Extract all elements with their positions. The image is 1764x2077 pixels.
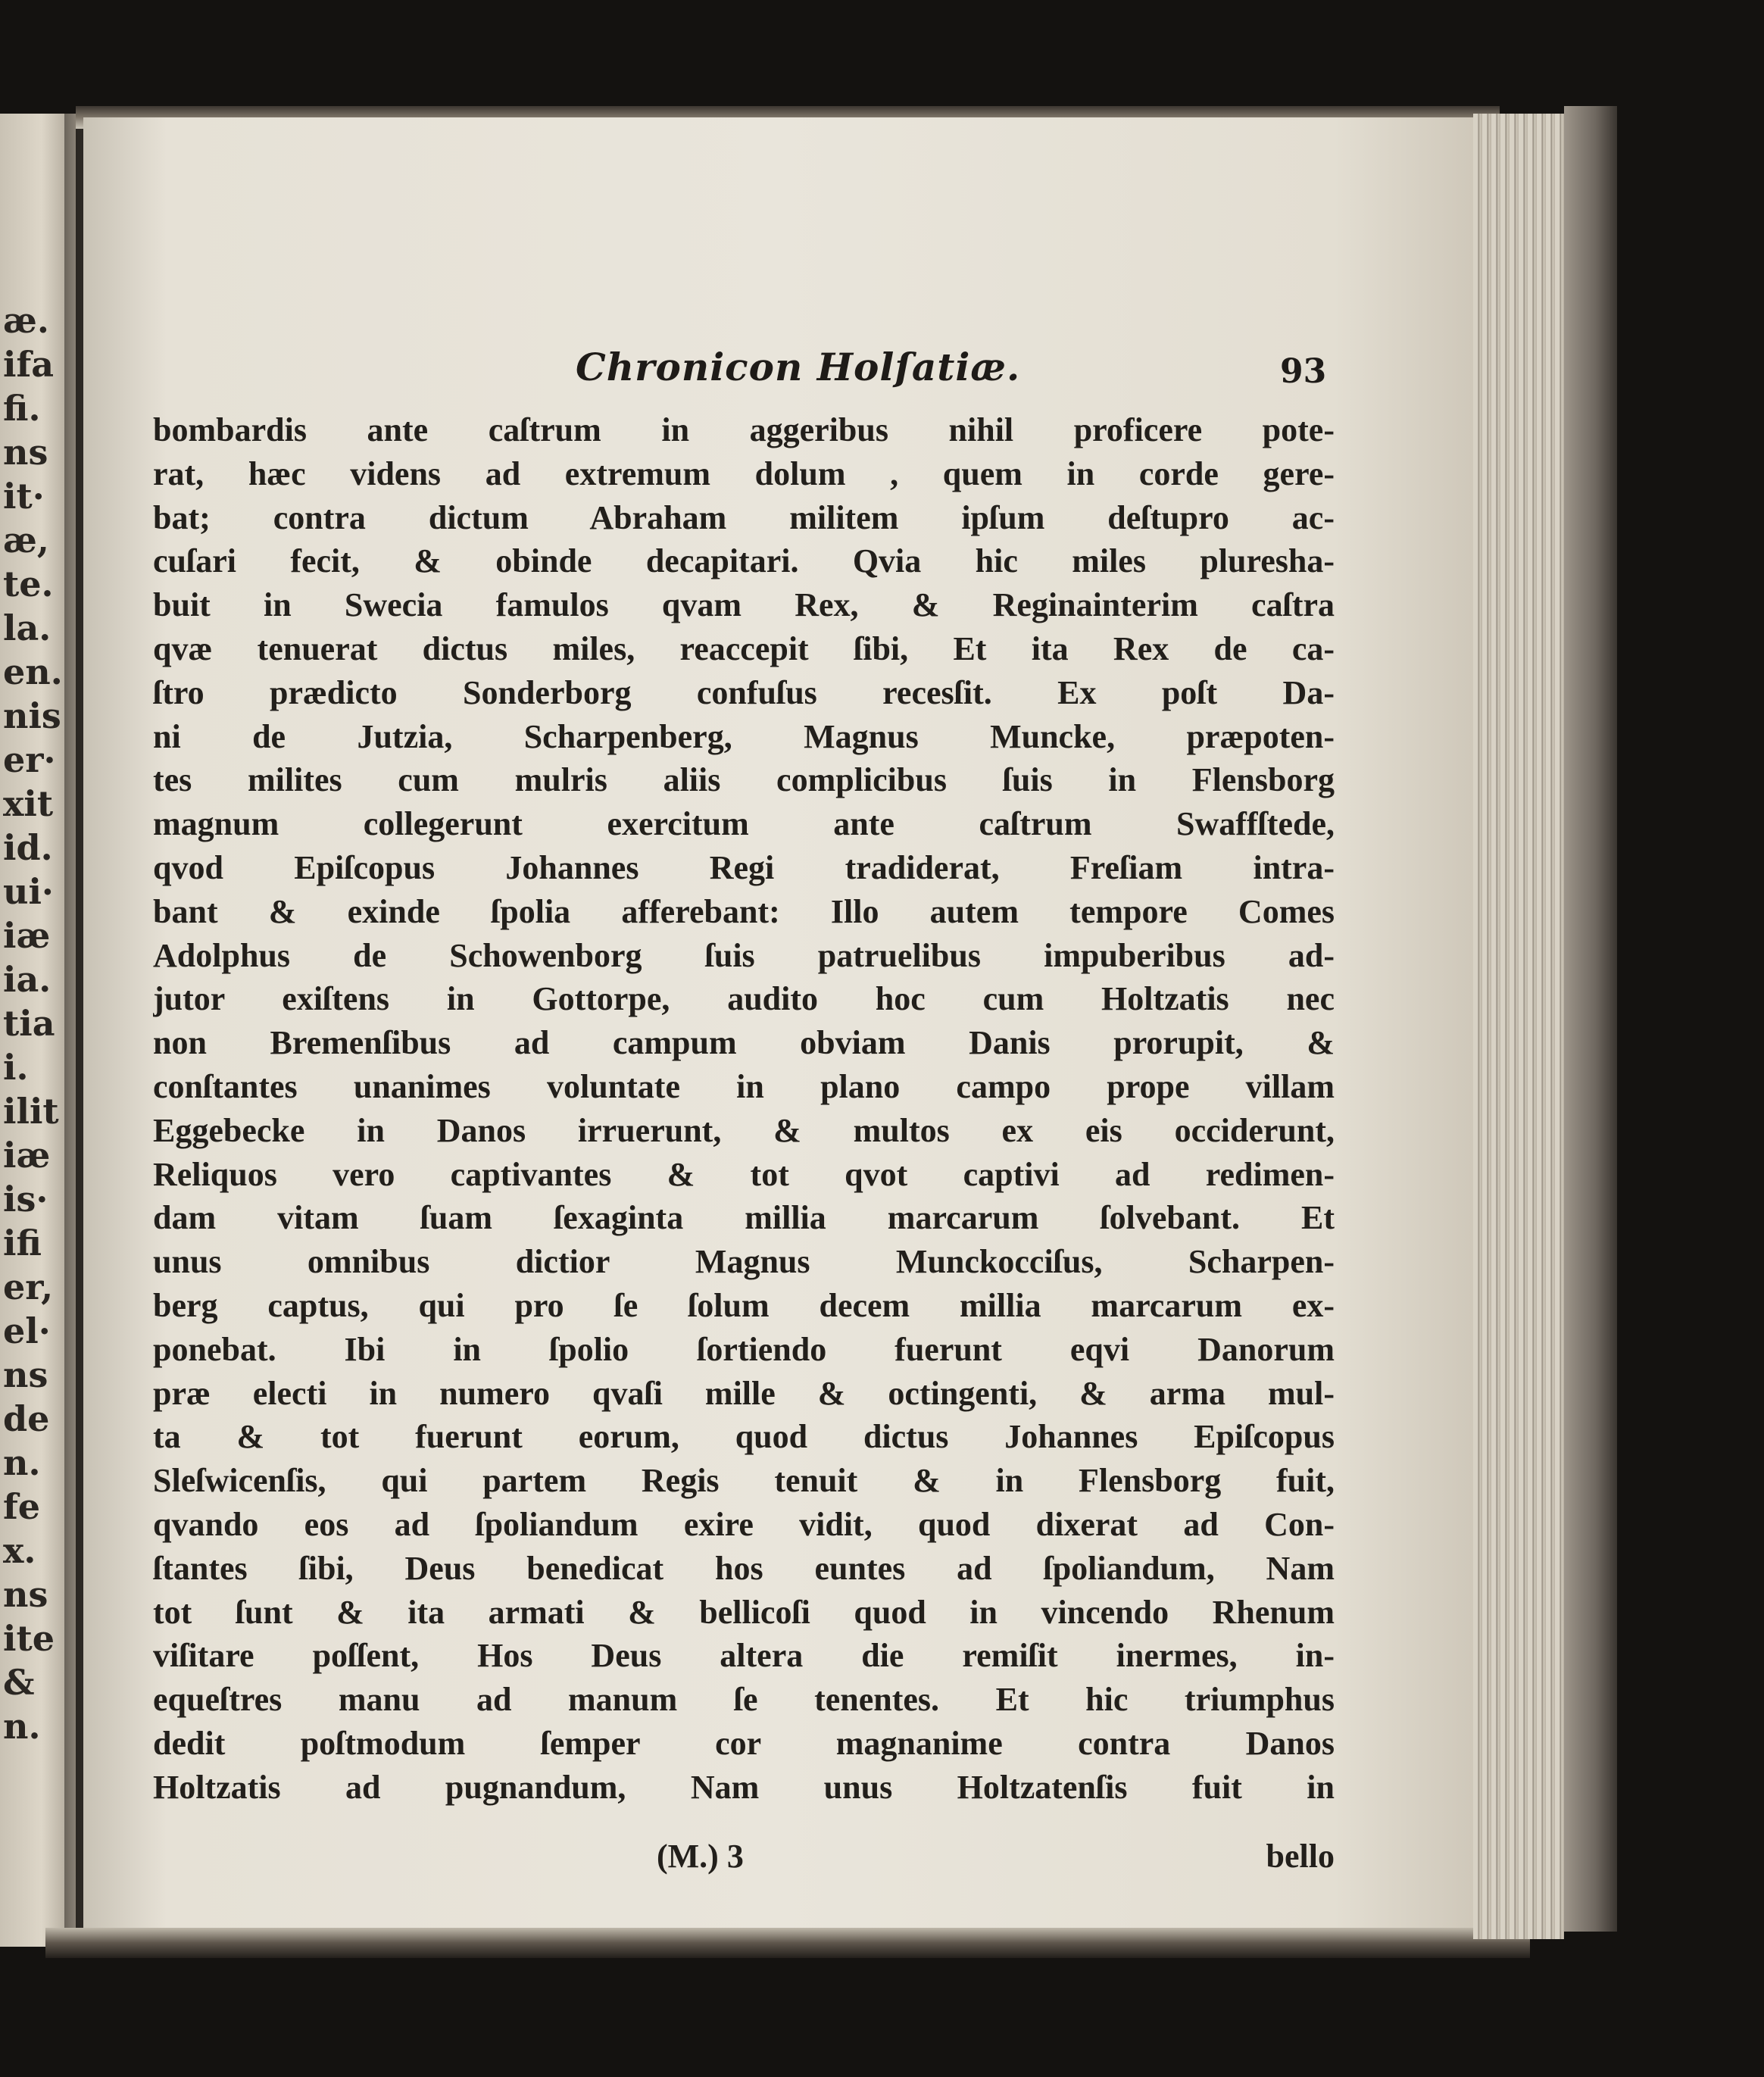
text-line: viſitare poſſent, Hos Deus altera die remiſit inermes, in- (153, 1637, 1335, 1675)
text-line: bombardis ante caſtrum in aggeribus nihil proficere pote- (153, 411, 1335, 448)
previous-page-fragment: x. (3, 1530, 36, 1571)
text-line: berg captus, qui pro ſe ſolum decem millia marcarum ex- (153, 1286, 1335, 1324)
previous-page-fragment: ui· (3, 871, 54, 912)
previous-page-fragment: tia (3, 1003, 55, 1044)
previous-page-fragment: n. (3, 1706, 41, 1747)
text-line: buit in Swecia famulos qvam Rex, & Reginainterim caſtra (153, 586, 1335, 624)
text-line: non Bremenſibus ad campum obviam Danis prorupit, & (153, 1024, 1335, 1062)
previous-page-fragment: ns (3, 1354, 48, 1395)
previous-page-fragment: id. (3, 827, 53, 868)
previous-page-fragment: en. (3, 651, 63, 692)
previous-page-fragment: iæ (3, 915, 51, 956)
body-text (153, 408, 1335, 1810)
page-bottom-edge (45, 1928, 1530, 1958)
text-line: unus omnibus dictior Magnus Munckocciſus, Scharpen- (153, 1243, 1335, 1281)
page-header (83, 345, 1473, 405)
text-line: tot ſunt & ita armati & bellicoſi quod in vincendo Rhenum (153, 1593, 1335, 1631)
previous-page-fragment: ilit (3, 1091, 59, 1132)
previous-page-fragment: æ. (3, 300, 49, 341)
text-line: qvod Epiſcopus Johannes Regi tradiderat, Freſiam intra- (153, 848, 1335, 886)
page-number: 93 (1280, 352, 1327, 391)
previous-page-fragment: is· (3, 1179, 48, 1220)
previous-page-fragment: fi. (3, 388, 41, 429)
text-line: magnum collegerunt exercitum ante caſtrum Swaffſtede, (153, 805, 1335, 843)
text-line: ta & tot fuerunt eorum, quod dictus Johannes Epiſcopus (153, 1418, 1335, 1456)
text-line: bat; contra dictum Abraham militem ipſum deſtupro ac- (153, 498, 1335, 536)
previous-page-fragment: ia. (3, 959, 52, 1000)
previous-page-fragment: de (3, 1398, 50, 1439)
previous-page-fragment: er, (3, 1267, 54, 1307)
previous-page-fragment: n. (3, 1442, 41, 1483)
text-line: ni de Jutzia, Scharpenberg, Magnus Muncke, præpoten- (153, 717, 1335, 755)
page-stack-edge (1473, 114, 1564, 1939)
previous-page-fragment: la. (3, 607, 52, 648)
text-line: cuſari fecit, & obinde decapitari. Qvia hic miles pluresha- (153, 542, 1335, 580)
previous-page-fragment: er· (3, 739, 56, 780)
previous-page-fragment: xit (3, 783, 54, 824)
text-line: jutor exiſtens in Gottorpe, audito hoc cum Holtzatis nec (153, 980, 1335, 1018)
text-line: ſtantes ſibi, Deus benedicat hos euntes ad ſpoliandum, Nam (153, 1549, 1335, 1587)
previous-page-fragment: & (3, 1662, 35, 1703)
book-cover-edge (1564, 106, 1617, 1932)
previous-page-fragment: it· (3, 476, 45, 517)
page-footer (153, 1837, 1335, 1882)
text-line: Adolphus de Schowenborg ſuis patruelibus impuberibus ad- (153, 936, 1335, 974)
previous-page-fragment: nis (3, 695, 61, 736)
text-line: bant & exinde ſpolia afferebant: Illo autem tempore Comes (153, 892, 1335, 930)
page (83, 117, 1473, 1939)
previous-page-fragment: ns (3, 432, 48, 473)
text-line: Holtzatis ad pugnandum, Nam unus Holtzatenſis fuit in (153, 1768, 1335, 1806)
previous-page-fragment: ifa (3, 344, 55, 385)
previous-page-fragment: æ, (3, 520, 49, 561)
text-line: ponebat. Ibi in ſpolio ſortiendo fuerunt eqvi Danorum (153, 1330, 1335, 1368)
text-line: tes milites cum mulris aliis complicibus ſuis in Flensborg (153, 761, 1335, 799)
previous-page-fragment: ite (3, 1618, 55, 1659)
text-line: dedit poſtmodum ſemper cor magnanime contra Danos (153, 1724, 1335, 1762)
text-line: præ electi in numero qvaſi mille & octingenti, & arma mul- (153, 1374, 1335, 1412)
text-line: conſtantes unanimes voluntate in plano campo prope villam (153, 1067, 1335, 1105)
text-line: rat, hæc videns ad extremum dolum , quem in corde gere- (153, 454, 1335, 492)
previous-page-fragment: ifi (3, 1223, 42, 1263)
previous-page-fragment: ns (3, 1574, 48, 1615)
previous-page-fragment: iæ (3, 1135, 51, 1176)
text-line: Sleſwicenſis, qui partem Regis tenuit & in Flensborg fuit, (153, 1462, 1335, 1500)
text-line: Reliquos vero captivantes & tot qvot captivi ad redimen- (153, 1155, 1335, 1193)
text-line: ſtro prædicto Sonderborg confuſus recesſit. Ex poſt Da- (153, 673, 1335, 711)
previous-page-fragment: te. (3, 564, 54, 604)
signature-mark: (M.) 3 (657, 1838, 744, 1875)
text-line: equeſtres manu ad manum ſe tenentes. Et hic triumphus (153, 1681, 1335, 1719)
previous-page-fragment: el· (3, 1310, 51, 1351)
text-line: dam vitam ſuam ſexaginta millia marcarum ſolvebant. Et (153, 1199, 1335, 1237)
text-line: qvando eos ad ſpoliandum exire vidit, quod dixerat ad Con- (153, 1505, 1335, 1543)
text-line: qvæ tenuerat dictus miles, reaccepit ſibi, Et ita Rex de ca- (153, 629, 1335, 667)
catchword: bello (1266, 1838, 1335, 1875)
previous-page-fragment: i. (3, 1047, 29, 1088)
running-title: Chronicon Holſatiæ. (576, 345, 1021, 389)
previous-page-fragment: fe (3, 1486, 41, 1527)
text-line: Eggebecke in Danos irruerunt, & multos ex eis occiderunt, (153, 1111, 1335, 1149)
